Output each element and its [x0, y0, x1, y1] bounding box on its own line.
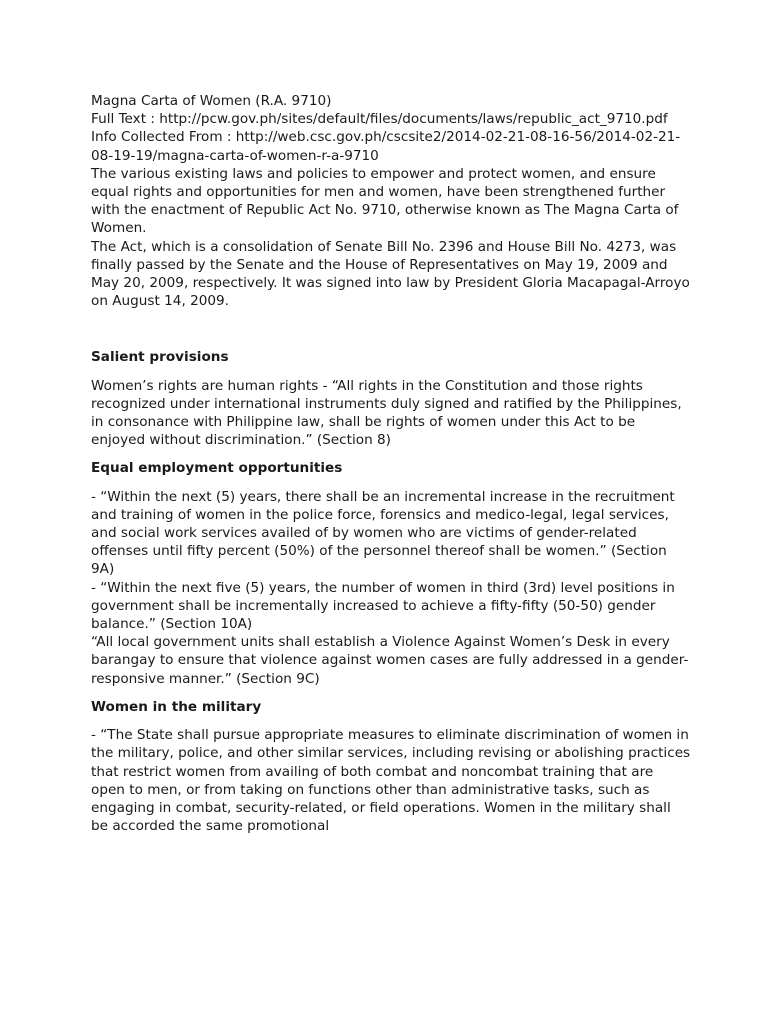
document-title: Magna Carta of Women (R.A. 9710)	[91, 93, 332, 109]
womens-rights-paragraph: Women’s rights are human rights - “All rights in the Constitution and those rights recognized under international instruments duly signed and ratified by the Philippines, in consonance with Philippine law, shall be rights of women under this Act to be enjoyed without discrimination.” (Section 8)	[91, 377, 682, 449]
women-in-military-paragraph: - “The State shall pursue appropriate measures to eliminate discrimination of women in the military, police, and other similar services, including revising or abolishing practices that restrict women from availing of both combat and noncombat training that are open to men, or from taking on functions other than administrative tasks, such as engaging in combat, security-related, or field operations. Women in the military shall be accorded the same promotional	[91, 727, 691, 835]
women-in-military-heading: Women in the military	[91, 698, 262, 715]
salient-provisions-heading: Salient provisions	[91, 349, 229, 366]
act-paragraph: The Act, which is a consolidation of Senate Bill No. 2396 and House Bill No. 4273, was finally passed by the Senate and the House of Representatives on May 19, 2009 and May 20, 2009, respectively. It was signed into law by President Gloria Macapagal-Arroyo on August 14, 2009.	[91, 238, 690, 310]
equal-employment-paragraph-1: - “Within the next (5) years, there shall be an incremental increase in the recruitment and training of women in the police force, forensics and medico-legal, legal services, and social work services availed of by women who are victims of gender-related offenses until fifty percent (50%) of the personnel thereof shall be women.” (Section 9A)	[91, 488, 675, 578]
equal-employment-paragraph-3: “All local government units shall establish a Violence Against Women’s Desk in every barangay to ensure that violence against women cases are fully addressed in a gender-responsive manner.” (Section 9C)	[91, 634, 689, 687]
document-page	[91, 92, 691, 835]
equal-employment-heading: Equal employment opportunities	[91, 460, 343, 477]
source-links	[91, 110, 691, 165]
info-collected-link[interactable]: Info Collected From : http://web.csc.gov.ph/cscsite2/2014-02-21-08-16-56/2014-02-21-08-19-19/magna-carta-of-women-r-a-9710	[91, 129, 681, 164]
full-text-link[interactable]: Full Text : http://pcw.gov.ph/sites/default/files/documents/laws/republic_act_9710.pdf	[91, 111, 668, 128]
intro-paragraph: The various existing laws and policies to empower and protect women, and ensure equal rights and opportunities for men and women, have been strengthened further with the enactment of Republic Act No. 9710, otherwise known as The Magna Carta of Women.	[91, 165, 679, 237]
equal-employment-paragraph-2: - “Within the next five (5) years, the number of women in third (3rd) level positions in government shall be incrementally increased to achieve a fifty-fifty (50-50) gender balance.” (Section 10A)	[91, 579, 675, 633]
